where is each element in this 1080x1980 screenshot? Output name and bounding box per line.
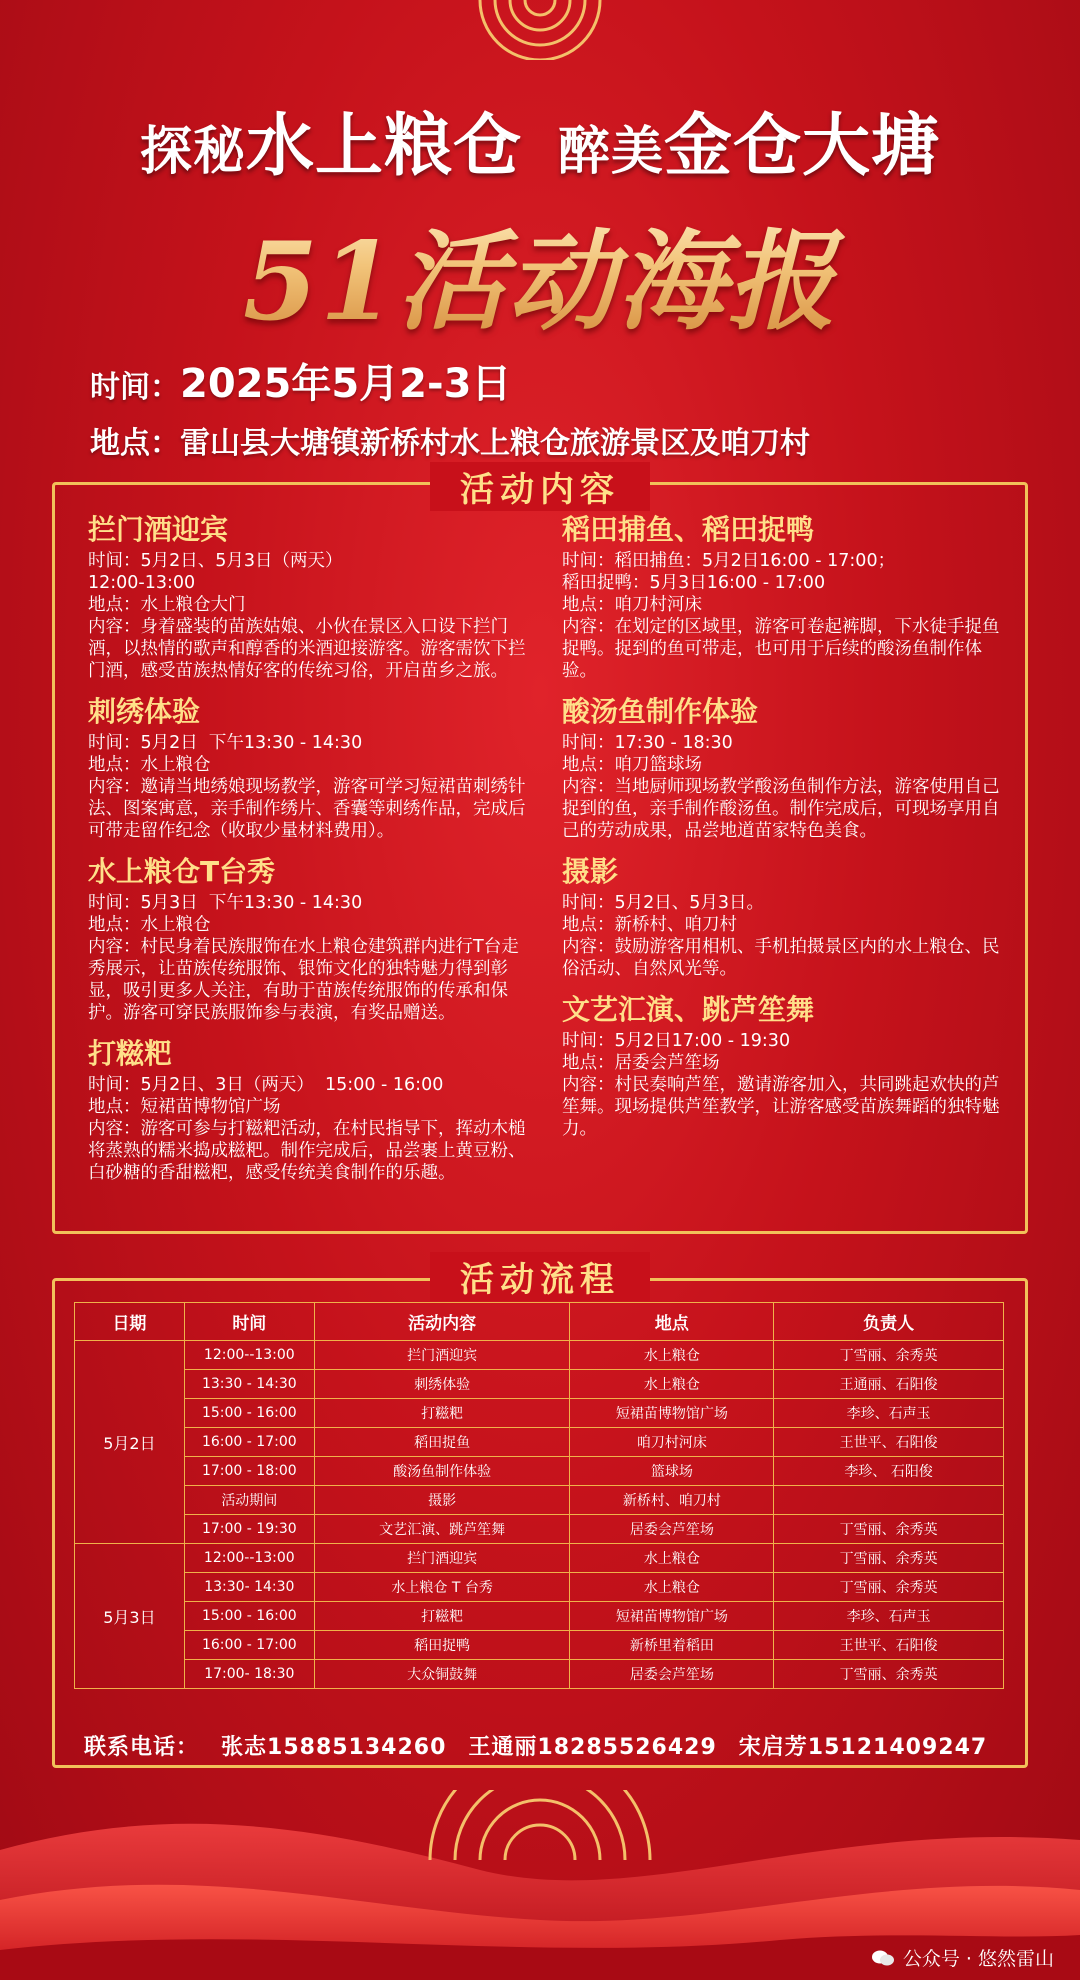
activity-line: 内容：村民奏响芦笙，邀请游客加入，共同跳起欢快的芦笙舞。现场提供芦笙教学，让游客感受苗族舞蹈的独特魅力。 <box>562 1075 1000 1139</box>
activity-title: 文艺汇演、跳芦笙舞 <box>562 993 815 1026</box>
watermark-text: 公众号 · 悠然雷山 <box>902 1948 1054 1970</box>
activity-line: 地点：短裙苗博物馆广场 <box>88 1097 281 1117</box>
contact-label: 联系电话： <box>84 1735 200 1760</box>
event-place <box>90 418 810 462</box>
cell: 拦门酒迎宾 <box>314 1544 570 1573</box>
cell: 16:00 - 17:00 <box>184 1631 314 1660</box>
activity-item <box>88 694 528 842</box>
cell: 丁雪丽、余秀英 <box>774 1660 1004 1689</box>
time-label: 时间： <box>90 370 180 405</box>
cell: 篮球场 <box>570 1457 774 1486</box>
cell: 拦门酒迎宾 <box>314 1341 570 1370</box>
schedule-section-title: 活动流程 <box>430 1252 650 1301</box>
header-time: 时间 <box>184 1303 314 1341</box>
activity-line: 时间：5月2日、5月3日（两天） <box>88 551 343 571</box>
activity-line: 稻田捉鸭：5月3日16:00 - 17:00 <box>562 573 826 593</box>
activity-line: 内容：游客可参与打糍粑活动，在村民指导下，挥动木槌将蒸熟的糯米捣成糍粑。制作完成后，品尝裹上黄豆粉、白砂糖的香甜糍粑，感受传统美食制作的乐趣。 <box>88 1119 526 1183</box>
activity-title: 酸汤鱼制作体验 <box>562 695 759 728</box>
activity-line: 时间：5月2日17:00 - 19:30 <box>562 1031 791 1051</box>
activity-title: 刺绣体验 <box>88 695 201 728</box>
cell: 17:00 - 19:30 <box>184 1515 314 1544</box>
header-place: 地点 <box>570 1303 774 1341</box>
headline-part-3: 醉美 <box>558 122 665 182</box>
table-row <box>75 1515 1004 1544</box>
activity-line: 时间：17:30 - 18:30 <box>562 733 733 753</box>
table-row <box>75 1370 1004 1399</box>
cell: 17:00- 18:30 <box>184 1660 314 1689</box>
cell: 王通丽、石阳俊 <box>774 1370 1004 1399</box>
cell: 活动期间 <box>184 1486 314 1515</box>
contact-3: 宋启芳15121409247 <box>738 1735 988 1760</box>
activity-item <box>88 1036 528 1184</box>
headline-part-4: 金仓大塘 <box>664 107 941 186</box>
cell: 李珍、 石阳俊 <box>774 1457 1004 1486</box>
activity-title: 打糍粑 <box>88 1037 173 1070</box>
activity-line: 内容：邀请当地绣娘现场教学，游客可学习短裙苗刺绣针法、图案寓意，亲手制作绣片、香囊等刺绣作品，完成后可带走留作纪念（收取少量材料费用）。 <box>88 777 526 841</box>
cell <box>774 1486 1004 1515</box>
activity-line: 地点：咱刀村河床 <box>562 595 702 615</box>
headline-part-2: 水上粮仓 <box>245 107 522 186</box>
cell: 水上粮仓 <box>570 1370 774 1399</box>
cell: 稻田捉鸭 <box>314 1631 570 1660</box>
cell: 水上粮仓 <box>570 1341 774 1370</box>
cell: 酸汤鱼制作体验 <box>314 1457 570 1486</box>
activity-line: 地点：居委会芦笙场 <box>562 1053 720 1073</box>
table-row <box>75 1631 1004 1660</box>
activity-item <box>562 512 1002 682</box>
cell: 刺绣体验 <box>314 1370 570 1399</box>
cell: 稻田捉鱼 <box>314 1428 570 1457</box>
cell: 16:00 - 17:00 <box>184 1428 314 1457</box>
cell: 王世平、石阳俊 <box>774 1631 1004 1660</box>
table-row <box>75 1341 1004 1370</box>
cell: 丁雪丽、余秀英 <box>774 1341 1004 1370</box>
cell: 咱刀村河床 <box>570 1428 774 1457</box>
activity-title: 摄影 <box>562 855 619 888</box>
cell: 新桥村、咱刀村 <box>570 1486 774 1515</box>
cell: 打糍粑 <box>314 1602 570 1631</box>
schedule-table <box>74 1302 1004 1689</box>
activity-line: 内容：身着盛装的苗族姑娘、小伙在景区入口设下拦门酒，以热情的歌声和醇香的米酒迎接游客。游客需饮下拦门酒，感受苗族热情好客的传统习俗，开启苗乡之旅。 <box>88 617 526 681</box>
table-row <box>75 1399 1004 1428</box>
cell: 15:00 - 16:00 <box>184 1399 314 1428</box>
header-owner: 负责人 <box>774 1303 1004 1341</box>
contact-2: 王通丽18285526429 <box>468 1735 717 1760</box>
cell: 12:00--13:00 <box>184 1341 314 1370</box>
poster-title: 51活动海报 <box>0 195 1080 350</box>
activity-line: 内容：村民身着民族服饰在水上粮仓建筑群内进行T台走秀展示，让苗族传统服饰、银饰文化的独特魅力得到彰显，吸引更多人关注，有助于苗族传统服饰的传承和保护。游客可穿民族服饰参与表演，有奖品赠送。 <box>88 937 519 1023</box>
day-cell: 5月3日 <box>75 1544 185 1689</box>
place-label: 地点： <box>90 426 180 461</box>
activity-line: 地点：水上粮仓 <box>88 755 211 775</box>
table-row <box>75 1457 1004 1486</box>
table-row <box>75 1573 1004 1602</box>
cell: 王世平、石阳俊 <box>774 1428 1004 1457</box>
cell: 水上粮仓 T 台秀 <box>314 1573 570 1602</box>
table-header-row <box>75 1303 1004 1341</box>
cell: 摄影 <box>314 1486 570 1515</box>
cell: 居委会芦笙场 <box>570 1515 774 1544</box>
activities-left-column <box>88 512 528 1196</box>
table-row <box>75 1660 1004 1689</box>
activity-title: 拦门酒迎宾 <box>88 513 229 546</box>
place-value: 雷山县大塘镇新桥村水上粮仓旅游景区及咱刀村 <box>180 426 810 461</box>
cell: 打糍粑 <box>314 1399 570 1428</box>
table-row <box>75 1486 1004 1515</box>
cell: 短裙苗博物馆广场 <box>570 1602 774 1631</box>
cell: 丁雪丽、余秀英 <box>774 1515 1004 1544</box>
header-date: 日期 <box>75 1303 185 1341</box>
cell: 李珍、石声玉 <box>774 1602 1004 1631</box>
cell: 13:30 - 14:30 <box>184 1370 314 1399</box>
watermark <box>871 1944 1054 1971</box>
activity-line: 时间：稻田捕鱼：5月2日16:00 - 17:00； <box>562 551 896 571</box>
cell: 丁雪丽、余秀英 <box>774 1573 1004 1602</box>
activity-line: 地点：新桥村、咱刀村 <box>562 915 737 935</box>
activity-item <box>562 854 1002 980</box>
table-row <box>75 1602 1004 1631</box>
cell: 大众铜鼓舞 <box>314 1660 570 1689</box>
activity-line: 时间：5月2日、5月3日。 <box>562 893 765 913</box>
cell: 12:00--13:00 <box>184 1544 314 1573</box>
content-section-title: 活动内容 <box>430 462 650 511</box>
contact-1: 张志15885134260 <box>221 1735 447 1760</box>
headline <box>0 92 1080 189</box>
activity-line: 时间：5月3日 下午13:30 - 14:30 <box>88 893 363 913</box>
cell: 15:00 - 16:00 <box>184 1602 314 1631</box>
cell: 水上粮仓 <box>570 1544 774 1573</box>
activity-item <box>88 854 528 1024</box>
cell: 居委会芦笙场 <box>570 1660 774 1689</box>
event-time <box>90 352 511 409</box>
activity-item <box>562 694 1002 842</box>
cell: 水上粮仓 <box>570 1573 774 1602</box>
cell: 文艺汇演、跳芦笙舞 <box>314 1515 570 1544</box>
headline-part-1: 探秘 <box>139 122 246 182</box>
activity-line: 地点：水上粮仓 <box>88 915 211 935</box>
activities-right-column <box>562 512 1002 1152</box>
activity-line: 地点：水上粮仓大门 <box>88 595 246 615</box>
day-cell: 5月2日 <box>75 1341 185 1544</box>
cell: 新桥里着稻田 <box>570 1631 774 1660</box>
activity-line: 内容：鼓励游客用相机、手机拍摄景区内的水上粮仓、民俗活动、自然风光等。 <box>562 937 1000 979</box>
cell: 短裙苗博物馆广场 <box>570 1399 774 1428</box>
cell: 17:00 - 18:00 <box>184 1457 314 1486</box>
activity-line: 12:00-13:00 <box>88 573 196 593</box>
activity-title: 稻田捕鱼、稻田捉鸭 <box>562 513 815 546</box>
cell: 13:30- 14:30 <box>184 1573 314 1602</box>
header-activity: 活动内容 <box>314 1303 570 1341</box>
wave-ornament-icon <box>440 0 640 60</box>
wechat-icon <box>871 1949 895 1967</box>
table-row <box>75 1428 1004 1457</box>
activity-line: 内容：在划定的区域里，游客可卷起裤脚，下水徒手捉鱼捉鸭。捉到的鱼可带走，也可用于后续的酸汤鱼制作体验。 <box>562 617 1000 681</box>
cell: 丁雪丽、余秀英 <box>774 1544 1004 1573</box>
activity-title: 水上粮仓T台秀 <box>88 855 276 888</box>
activity-line: 地点：咱刀篮球场 <box>562 755 702 775</box>
activity-line: 时间：5月2日 下午13:30 - 14:30 <box>88 733 363 753</box>
cell: 李珍、石声玉 <box>774 1399 1004 1428</box>
table-row <box>75 1544 1004 1573</box>
time-value: 2025年5月2-3日 <box>180 361 512 407</box>
activity-item <box>88 512 528 682</box>
contact-line <box>84 1730 1009 1761</box>
activity-line: 时间：5月2日、3日（两天） 15:00 - 16:00 <box>88 1075 444 1095</box>
activity-line: 内容：当地厨师现场教学酸汤鱼制作方法，游客使用自己捉到的鱼，亲手制作酸汤鱼。制作完成后，可现场享用自己的劳动成果，品尝地道苗家特色美食。 <box>562 777 1000 841</box>
activity-item <box>562 992 1002 1140</box>
